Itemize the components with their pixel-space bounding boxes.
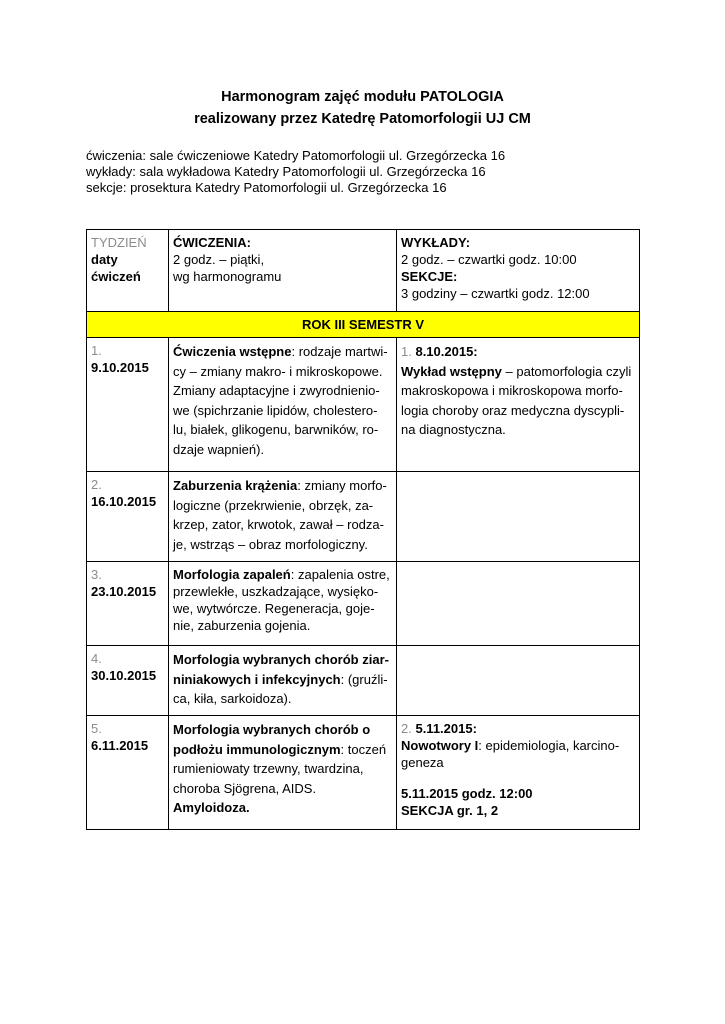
week-number: 4. bbox=[91, 651, 102, 666]
exercise-text: we, wytwórcze. Regeneracja, goje- bbox=[173, 601, 375, 616]
exercise-topic: Ćwiczenia wstępne bbox=[173, 344, 292, 359]
info-sections-location: sekcje: prosektura Katedry Patomorfologii ul. Grzegórzecka 16 bbox=[86, 180, 447, 195]
week-cell bbox=[87, 716, 169, 830]
week-cell bbox=[87, 338, 169, 472]
table-header-row bbox=[87, 230, 640, 312]
section-date: 5.11.2015 godz. 12:00 bbox=[401, 786, 533, 801]
exercise-topic: podłożu immunologicznym bbox=[173, 741, 341, 757]
exercise-text: krzep, zator, krwotok, zawał – rodza- bbox=[173, 517, 384, 532]
lecture-cell bbox=[397, 338, 640, 472]
lecture-topic: Wykład wstępny bbox=[401, 363, 502, 379]
exercise-text: choroba Sjögrena, AIDS. bbox=[173, 780, 317, 796]
lecture-cell bbox=[397, 716, 640, 830]
exercise-cell bbox=[169, 472, 397, 562]
table-row bbox=[87, 338, 640, 472]
lecture-text: geneza bbox=[401, 755, 444, 770]
exercise-topic: Morfologia zapaleń bbox=[173, 567, 291, 582]
header-sections-title: SEKCJE: bbox=[401, 269, 458, 284]
lecture-number: 2. bbox=[401, 721, 412, 736]
exercise-text: dzaje wapnień). bbox=[173, 441, 265, 457]
exercise-text: przewlekłe, uszkadzające, wysięko- bbox=[173, 584, 379, 599]
exercise-text: : zapalenia ostre, bbox=[290, 567, 390, 582]
week-number: 5. bbox=[91, 721, 102, 736]
exercise-topic: Amyloidoza. bbox=[173, 800, 250, 815]
page-title-line1: Harmonogram zajęć modułu PATOLOGIA bbox=[221, 89, 504, 105]
lecture-cell-empty bbox=[397, 472, 640, 562]
info-exercises-location: ćwiczenia: sale ćwiczeniowe Katedry Patomorfologii ul. Grzegórzecka 16 bbox=[86, 148, 506, 163]
week-number: 1. bbox=[91, 343, 102, 358]
header-dates-label: daty bbox=[91, 252, 118, 267]
exercise-text: we (spichrzanie lipidów, cholestero- bbox=[173, 402, 378, 418]
week-cell bbox=[87, 646, 169, 716]
exercise-text: : (gruźli- bbox=[340, 671, 388, 687]
table-row bbox=[87, 562, 640, 646]
section-group: SEKCJA gr. 1, 2 bbox=[401, 803, 499, 818]
semester-row bbox=[87, 312, 640, 338]
exercise-cell bbox=[169, 338, 397, 472]
header-week-cell bbox=[87, 230, 169, 312]
lecture-text: makroskopowa i mikroskopowa morfo- bbox=[401, 383, 623, 398]
lecture-date: 5.11.2015: bbox=[415, 721, 477, 736]
exercise-topic: Morfologia wybranych chorób ziar- bbox=[173, 652, 389, 667]
exercise-text: nie, zaburzenia gojenia. bbox=[173, 618, 311, 633]
exercise-cell bbox=[169, 562, 397, 646]
header-week-label: TYDZIEŃ bbox=[91, 235, 147, 250]
header-exercises-schedule: wg harmonogramu bbox=[173, 269, 282, 284]
header-lectures-cell bbox=[397, 230, 640, 312]
lecture-number: 1. bbox=[401, 344, 412, 359]
week-date: 30.10.2015 bbox=[91, 668, 157, 683]
schedule-table bbox=[86, 229, 640, 830]
exercise-text: je, wstrząs – obraz morfologiczny. bbox=[173, 536, 368, 552]
table-row bbox=[87, 716, 640, 830]
semester-label: ROK III SEMESTR V bbox=[87, 312, 640, 338]
lecture-text: – patomorfologia czyli bbox=[501, 363, 632, 379]
week-date: 16.10.2015 bbox=[91, 494, 157, 509]
exercise-text: ca, kiła, sarkoidoza). bbox=[173, 691, 292, 706]
header-exercises-hours: 2 godz. – piątki, bbox=[173, 252, 265, 267]
table-row bbox=[87, 472, 640, 562]
header-exercises-dates-label: ćwiczeń bbox=[91, 269, 141, 284]
exercise-text: : zmiany morfo- bbox=[297, 478, 387, 493]
lecture-text: : epidemiologia, karcino- bbox=[478, 738, 620, 753]
exercise-text: rumieniowaty trzewny, twardzina, bbox=[173, 761, 364, 776]
week-number: 2. bbox=[91, 477, 102, 492]
lecture-text: logia choroby oraz medyczna dyscypli- bbox=[401, 402, 625, 418]
week-cell bbox=[87, 562, 169, 646]
header-lectures-title: WYKŁADY: bbox=[401, 235, 471, 250]
header-exercises-title: ĆWICZENIA: bbox=[173, 235, 251, 250]
exercise-text: Zmiany adaptacyjne i zwyrodnienio- bbox=[173, 383, 380, 398]
exercise-cell bbox=[169, 716, 397, 830]
week-date: 9.10.2015 bbox=[91, 360, 149, 375]
lecture-topic: Nowotwory I bbox=[401, 738, 479, 753]
exercise-text: lu, białek, glikogenu, barwników, ro- bbox=[173, 422, 379, 437]
lecture-text: na diagnostyczna. bbox=[401, 422, 506, 437]
header-sections-hours: 3 godziny – czwartki godz. 12:00 bbox=[401, 286, 590, 301]
lecture-date: 8.10.2015: bbox=[415, 344, 478, 359]
exercise-topic: niniakowych i infekcyjnych bbox=[173, 671, 341, 687]
info-lectures-location: wykłady: sala wykładowa Katedry Patomorfologii ul. Grzegórzecka 16 bbox=[86, 164, 486, 179]
exercise-topic: Zaburzenia krążenia bbox=[173, 478, 298, 493]
exercise-text: : rodzaje martwi- bbox=[291, 344, 388, 359]
header-lectures-hours: 2 godz. – czwartki godz. 10:00 bbox=[401, 252, 577, 267]
week-cell bbox=[87, 472, 169, 562]
week-date: 6.11.2015 bbox=[91, 738, 149, 753]
page-title-line2: realizowany przez Katedrę Patomorfologii UJ CM bbox=[194, 111, 531, 127]
exercise-text: cy – zmiany makro- i mikroskopowe. bbox=[173, 363, 383, 379]
week-number: 3. bbox=[91, 567, 102, 582]
exercise-topic: Morfologia wybranych chorób o bbox=[173, 722, 371, 737]
lecture-cell-empty bbox=[397, 562, 640, 646]
lecture-cell-empty bbox=[397, 646, 640, 716]
week-date: 23.10.2015 bbox=[91, 584, 157, 599]
exercise-text: logiczne (przekrwienie, obrzęk, za- bbox=[173, 497, 374, 513]
exercise-text: : toczeń bbox=[340, 741, 387, 757]
table-row bbox=[87, 646, 640, 716]
header-exercises-cell bbox=[169, 230, 397, 312]
exercise-cell bbox=[169, 646, 397, 716]
